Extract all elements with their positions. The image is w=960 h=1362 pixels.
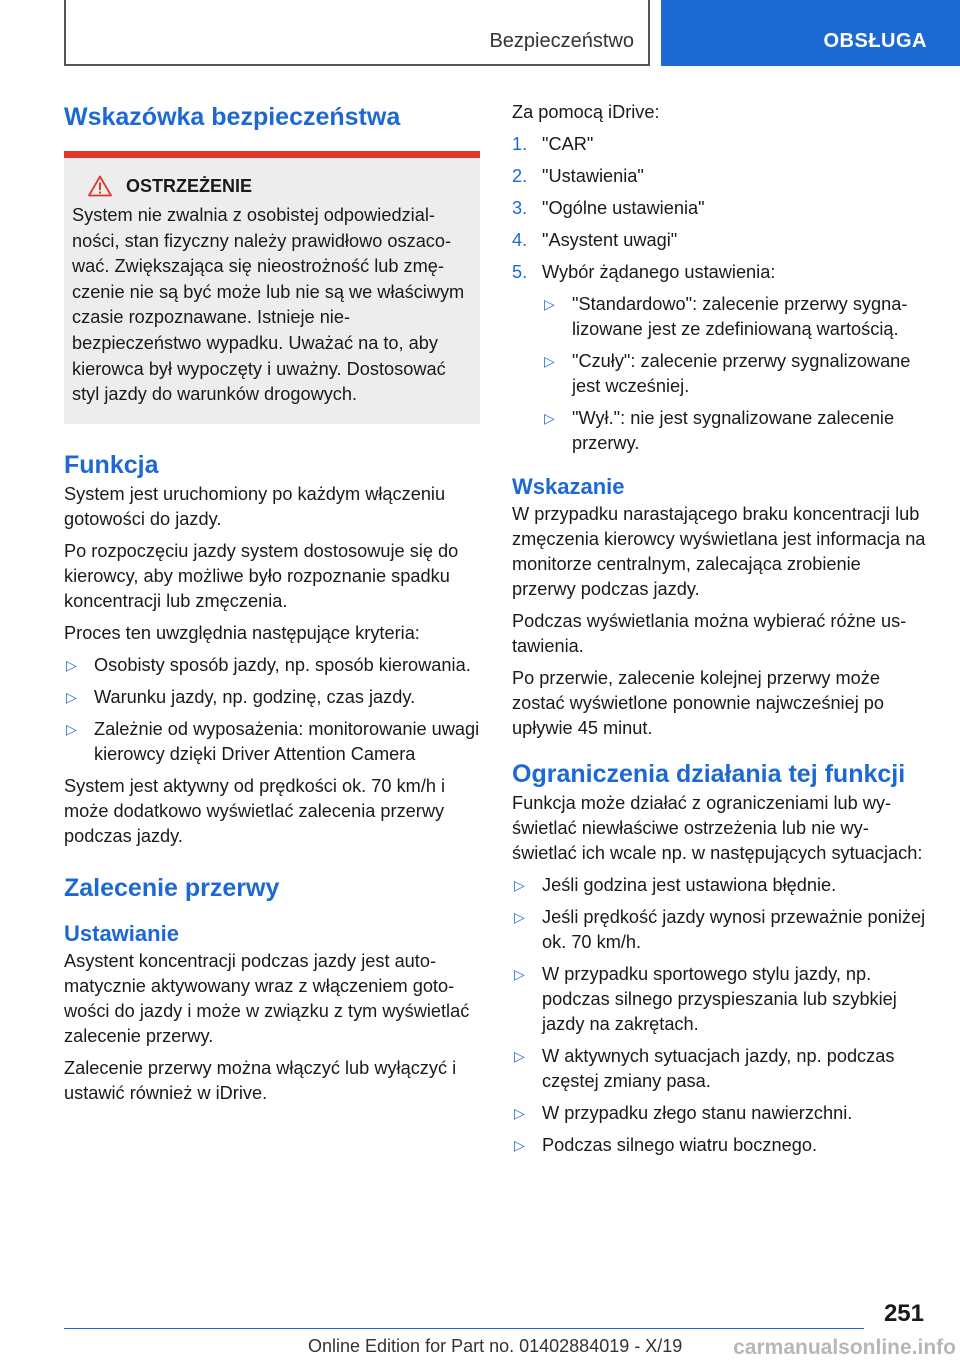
wskazanie-paragraph-2: Podczas wyświetlania można wybierać różne ustawienia. bbox=[512, 611, 907, 656]
wskazanie-subheading: Wskazanie bbox=[512, 474, 625, 499]
watermark: carmanualsonline.info bbox=[733, 1336, 956, 1359]
criteria-list bbox=[64, 653, 480, 767]
warning-triangle-icon bbox=[88, 175, 112, 197]
triangle-bullet-icon: ▷ bbox=[544, 296, 555, 312]
footer-divider bbox=[64, 1328, 864, 1329]
header-chapter-tab bbox=[661, 0, 960, 66]
edition-note: Online Edition for Part no. 01402884019 - X/19 bbox=[308, 1336, 683, 1356]
list-item: ▷ W przypadku złego stanu nawierzchni. bbox=[512, 1101, 927, 1126]
triangle-bullet-icon: ▷ bbox=[514, 1048, 525, 1064]
right-column bbox=[512, 100, 927, 1165]
list-item: ▷ "Czuły": zalecenie przerwy sygnalizowane jest wcześniej. bbox=[544, 351, 911, 396]
page-number: 251 bbox=[883, 1300, 924, 1327]
funkcja-paragraph-1: System jest uruchomiony po każdym włączeniu gotowości do jazdy. bbox=[64, 483, 446, 529]
triangle-bullet-icon: ▷ bbox=[66, 720, 77, 737]
idrive-steps bbox=[512, 132, 927, 456]
triangle-bullet-icon: ▷ bbox=[544, 410, 555, 426]
funkcja-paragraph-4: System jest aktywny od prędkości ok. 70 km/h i może dodatkowo wyświetlać zalecenia przerwy podczas jazdy. bbox=[64, 775, 446, 846]
step-item: 3. "Ogólne ustawienia" bbox=[512, 198, 705, 218]
list-item: ▷ Jeśli godzina jest ustawiona błędnie. bbox=[512, 873, 927, 898]
list-item: ▷ Zależnie od wyposażenia: monitorowanie uwagi kierowcy dzięki Driver Attention Camera bbox=[66, 718, 480, 764]
triangle-bullet-icon: ▷ bbox=[514, 909, 525, 925]
list-item: ▷ Warunku jazdy, np. godzinę, czas jazdy. bbox=[64, 685, 480, 710]
step-item: 5. Wybór żądanego ustawienia: ▷ "Standardowo": zalecenie przerwy sygnalizowane jest ze zdefiniowaną wartością. ▷ "Czuły": zalecenie przerwy sygnalizowane jest wcześniej. ▷ "Wył.": nie jest sygnalizowane zalecenie przerwy. bbox=[512, 260, 927, 456]
safety-heading: Wskazówka bezpieczeństwa bbox=[64, 103, 401, 131]
funkcja-paragraph-2: Po rozpoczęciu jazdy system dostosowuje się do kierowcy, aby możliwe było rozpoznanie spadku koncentracji lub zmęczenia. bbox=[64, 540, 459, 611]
list-item: ▷ "Wył.": nie jest sygnalizowane zalecenie przerwy. bbox=[544, 408, 895, 453]
ustawianie-subheading: Ustawianie bbox=[64, 920, 179, 946]
ograniczenia-heading: Ograniczenia działania tej funkcji bbox=[512, 760, 906, 788]
list-item: ▷ W przypadku sportowego stylu jazdy, np. podczas silnego przyspieszania lub szybkiej jazdy na zakrętach. bbox=[514, 964, 897, 1034]
zalecenie-paragraph-1: Asystent koncentracji podczas jazdy jest automatycznie aktywowany wraz z włączeniem gotowości do jazdy i może w związku z tym wyświetlać zalecenie przerwy. bbox=[64, 950, 470, 1046]
header-section-box bbox=[64, 0, 650, 66]
triangle-bullet-icon: ▷ bbox=[66, 656, 77, 673]
triangle-bullet-icon: ▷ bbox=[544, 353, 555, 369]
zalecenie-heading: Zalecenie przerwy bbox=[64, 873, 280, 902]
step-item: 2. "Ustawienia" bbox=[512, 166, 644, 186]
list-item: ▷ Podczas silnego wiatru bocznego. bbox=[512, 1133, 927, 1158]
idrive-intro: Za pomocą iDrive: bbox=[512, 102, 660, 122]
ograniczenia-paragraph: Funkcja może działać z ograniczeniami lub wyświetlać niewłaściwe ostrzeżenia lub nie wyświetlać ich wcale np. w następujących sytuacjach: bbox=[512, 793, 923, 863]
options-list bbox=[542, 292, 927, 456]
funkcja-heading: Funkcja bbox=[64, 450, 159, 479]
triangle-bullet-icon: ▷ bbox=[514, 877, 525, 893]
limitations-list bbox=[512, 873, 927, 1158]
warning-text: System nie zwalnia z osobistej odpowiedzialności, stan fizyczny należy prawidłowo oszacować. Zwiększająca się nieostrożność lub zmęczenie nie są być może lub nie są we właściwym czasie rozpoznawane. Istnieje niebezpieczeństwo wypadku. Uważać na to, aby kierowca był wypoczęty i uważny. Dostosować styl jazdy do warunków drogowych. bbox=[72, 205, 465, 405]
zalecenie-paragraph-2: Zalecenie przerwy można włączyć lub wyłączyć i ustawić również w iDrive. bbox=[64, 1057, 457, 1103]
list-item: ▷ Osobisty sposób jazdy, np. sposób kierowania. bbox=[64, 653, 480, 678]
triangle-bullet-icon: ▷ bbox=[514, 966, 525, 982]
funkcja-paragraph-3: Proces ten uwzględnia następujące kryteria: bbox=[64, 622, 420, 643]
list-item: ▷ Jeśli prędkość jazdy wynosi przeważnie poniżej ok. 70 km/h. bbox=[514, 907, 926, 952]
list-item: ▷ "Standardowo": zalecenie przerwy sygnalizowane jest ze zdefiniowaną wartością. bbox=[544, 294, 908, 339]
triangle-bullet-icon: ▷ bbox=[514, 1137, 525, 1153]
list-item: ▷ W aktywnych sytuacjach jazdy, np. podczas częstej zmiany pasa. bbox=[514, 1046, 895, 1091]
wskazanie-paragraph-1: W przypadku narastającego braku koncentracji lub zmęczenia kierowcy wyświetlana jest informacja na monitorze centralnym, zalecająca zrobienie przerwy podczas jazdy. bbox=[512, 504, 926, 599]
warning-box bbox=[64, 151, 480, 424]
triangle-bullet-icon: ▷ bbox=[66, 688, 77, 705]
header-chapter-label: OBSŁUGA bbox=[823, 30, 927, 52]
warning-header bbox=[72, 175, 472, 197]
header-section-title: Bezpieczeństwo bbox=[489, 30, 634, 52]
warning-label: OSTRZEŻENIE bbox=[126, 175, 253, 196]
triangle-bullet-icon: ▷ bbox=[514, 1105, 525, 1121]
wskazanie-paragraph-3: Po przerwie, zalecenie kolejnej przerwy może zostać wyświetlone ponownie najwcześniej po upływie 45 minut. bbox=[512, 668, 885, 738]
left-column bbox=[64, 100, 480, 1113]
step-item: 4. "Asystent uwagi" bbox=[512, 230, 678, 250]
step-item: 1. "CAR" bbox=[512, 134, 594, 154]
